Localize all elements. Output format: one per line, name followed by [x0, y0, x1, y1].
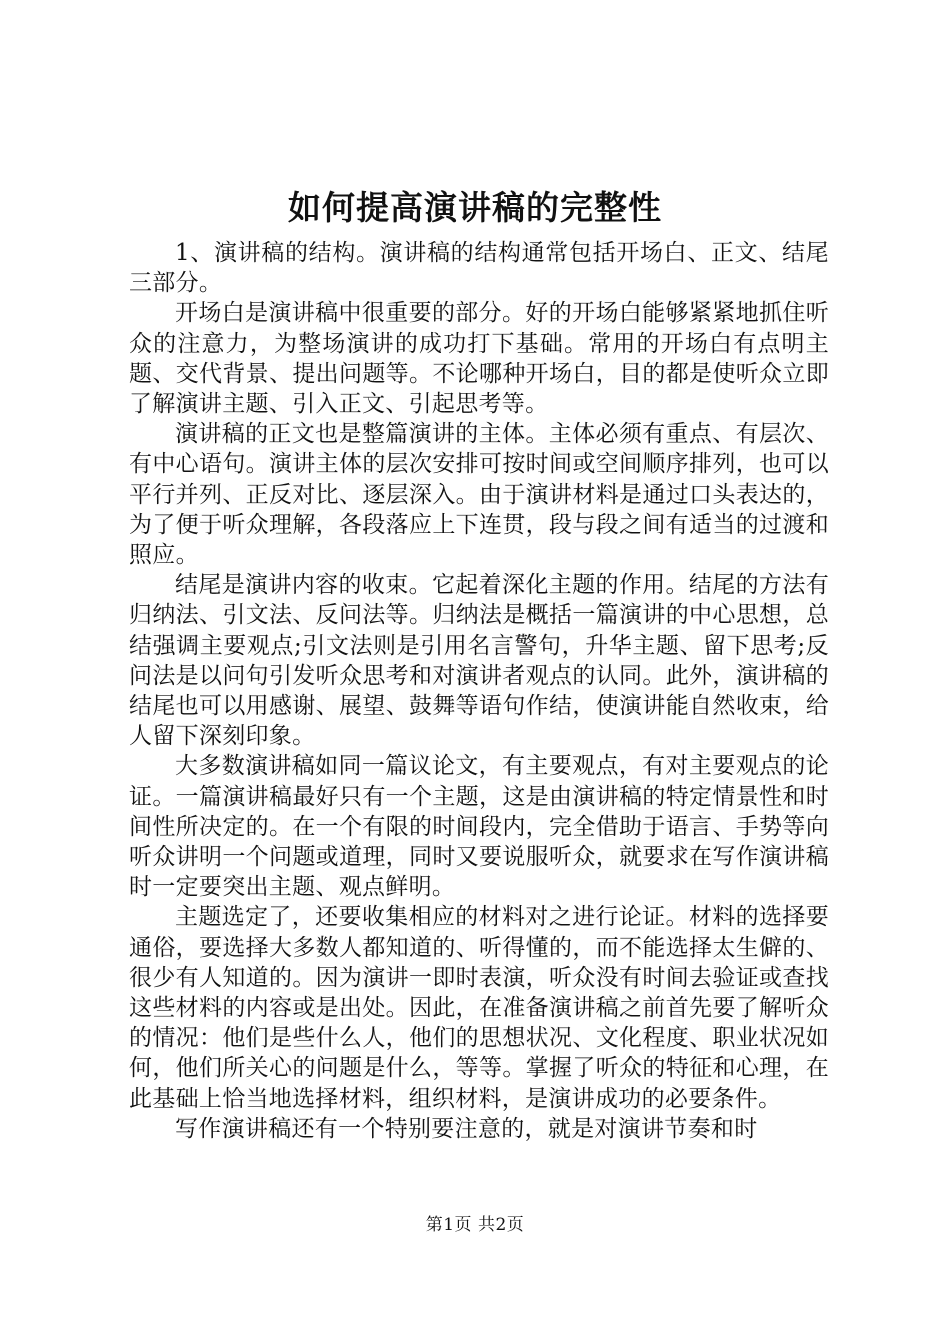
paragraph-main-body: 演讲稿的正文也是整篇演讲的主体。主体必须有重点、有层次、有中心语句。演讲主体的层次安排可按时间或空间顺序排列，也可以平行并列、正反对比、逐层深入。由于演讲材料是通过口头表达的，为了便于听众理解，各段落应上下连贯，段与段之间有适当的过渡和照应。 — [129, 421, 829, 569]
paragraph-rhythm: 写作演讲稿还有一个特别要注意的，就是对演讲节奏和时 — [175, 1115, 758, 1142]
page-footer: 第1页 共2页 — [425, 1215, 525, 1235]
paragraph-opening: 开场白是演讲稿中很重要的部分。好的开场白能够紧紧地抓住听众的注意力，为整场演讲的成功打下基础。常用的开场白有点明主题、交代背景、提出问题等。不论哪种开场白，目的都是使听众立即了解演讲主题、引入正文、引起思考等。 — [129, 300, 829, 418]
paragraph-structure: 1、演讲稿的结构。演讲稿的结构通常包括开场白、正文、结尾三部分。 — [129, 240, 829, 297]
paragraph-theme: 大多数演讲稿如同一篇议论文，有主要观点，有对主要观点的论证。一篇演讲稿最好只有一个主题，这是由演讲稿的特定情景性和时间性所决定的。在一个有限的时间段内，完全借助于语言、手势等向听众讲明一个问题或道理，同时又要说服听众，就要求在写作演讲稿时一定要突出主题、观点鲜明。 — [129, 753, 829, 901]
paragraph-ending: 结尾是演讲内容的收束。它起着深化主题的作用。结尾的方法有归纳法、引文法、反问法等。归纳法是概括一篇演讲的中心思想，总结强调主要观点;引文法则是引用名言警句，升华主题、留下思考;反问法是以问句引发听众思考和对演讲者观点的认同。此外，演讲稿的结尾也可以用感谢、展望、鼓舞等语句作结，使演讲能自然收束，给人留下深刻印象。 — [129, 572, 829, 750]
paragraph-materials: 主题选定了，还要收集相应的材料对之进行论证。材料的选择要通俗，要选择大多数人都知道的、听得懂的，而不能选择太生僻的、很少有人知道的。因为演讲一即时表演，听众没有时间去验证或查找这些材料的内容或是出处。因此，在准备演讲稿之前首先要了解听众的情况：他们是些什么人，他们的思想状况、文化程度、职业状况如何，他们所关心的问题是什么，等等。掌握了听众的特征和心理，在此基础上恰当地选择材料，组织材料，是演讲成功的必要条件。 — [129, 904, 829, 1112]
document-body — [129, 238, 829, 1144]
document-title: 如何提高演讲稿的完整性 — [288, 188, 662, 227]
